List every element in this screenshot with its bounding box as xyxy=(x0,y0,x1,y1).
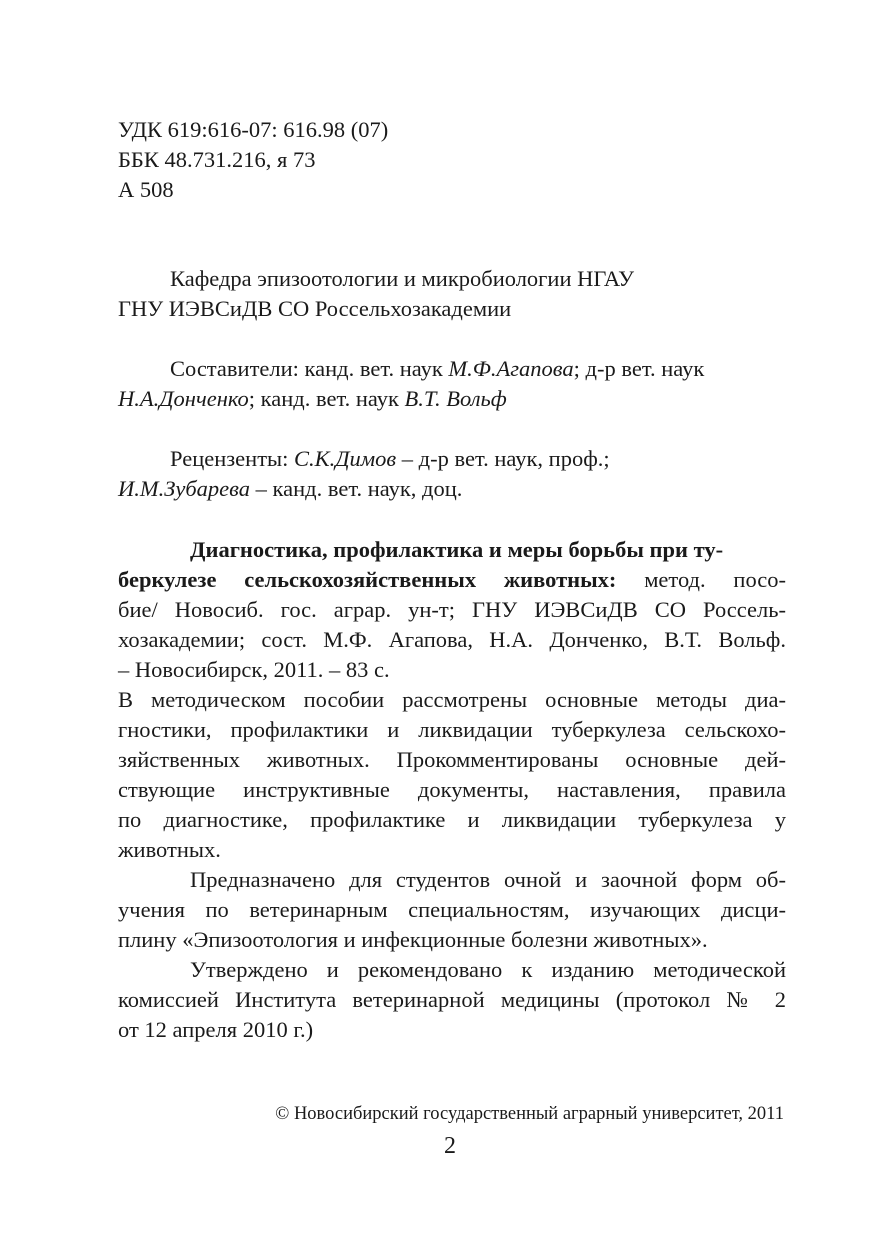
department-line: Кафедра эпизоотологии и микробиологии НГАУ xyxy=(170,266,635,291)
abstract-line: гностики, профилактики и ликвидации туберкулеза сельскохо- xyxy=(118,717,786,742)
page-number: 2 xyxy=(444,1133,456,1159)
bib-line-2 xyxy=(118,565,786,595)
reviewers-block xyxy=(118,444,786,504)
reviewer-title-1: – д-р вет. наук, проф.; xyxy=(396,446,610,471)
abstract-line: животных. xyxy=(118,837,221,862)
compiler-degree-1: канд. вет. наук xyxy=(298,356,449,381)
reviewer-title-2: – канд. вет. наук, доц. xyxy=(250,476,463,501)
bib-title-part-2: беркулезе сельскохозяйственных животных: xyxy=(118,567,617,592)
reviewers-line-1 xyxy=(118,444,786,474)
compiler-name-1: М.Ф.Агапова xyxy=(448,356,574,381)
institute-line: ГНУ ИЭВСиДВ СО Россельхозакадемии xyxy=(118,296,512,321)
bib-title-part-1: Диагностика, профилактика и меры борьбы при ту- xyxy=(190,537,724,562)
udk-code: УДК 619:616-07: 616.98 (07) xyxy=(118,117,389,142)
compiler-name-3: В.Т. Вольф xyxy=(404,386,507,411)
abstract-line: ствующие инструктивные документы, наставления, правила xyxy=(118,777,786,802)
bib-title-line-1 xyxy=(118,535,786,565)
compiler-degree-3: ; канд. вет. наук xyxy=(248,386,405,411)
compilers-label: Составители: xyxy=(170,356,299,381)
reviewer-name-2: И.М.Зубарева xyxy=(118,476,251,501)
author-mark: А 508 xyxy=(118,177,174,202)
reviewers-line-2 xyxy=(118,474,786,504)
purpose-line: учения по ветеринарным специальностям, изучающих дисци- xyxy=(118,897,786,922)
abstract-line: по диагностике, профилактике и ликвидации туберкулеза у xyxy=(118,807,786,832)
institutions-block xyxy=(118,264,786,324)
reviewers-label: Рецензенты: xyxy=(170,446,295,471)
reviewer-name-1: С.К.Димов xyxy=(294,446,397,471)
approval-line: Утверждено и рекомендовано к изданию методической xyxy=(190,957,786,982)
copyright-notice: © Новосибирский государственный аграрный университет, 2011 xyxy=(275,1104,784,1124)
bib-line-5: – Новосибирск, 2011. – 83 с. xyxy=(118,657,390,682)
compilers-line-1 xyxy=(118,354,786,384)
abstract-line: зяйственных животных. Прокомментированы основные дей- xyxy=(118,747,786,772)
bbk-code: ББК 48.731.216, я 73 xyxy=(118,147,316,172)
abstract-line: В методическом пособии рассмотрены основные методы диа- xyxy=(118,687,786,712)
bib-line-3: бие/ Новосиб. гос. аграр. ун-т; ГНУ ИЭВСиДВ СО Россель- xyxy=(118,597,786,622)
purpose-line: плину «Эпизоотология и инфекционные болезни животных». xyxy=(118,927,708,952)
compilers-block xyxy=(118,354,786,414)
approval-line: комиссией Института ветеринарной медицины (протокол № 2 xyxy=(118,987,786,1012)
classification-block xyxy=(118,115,786,205)
approval-line: от 12 апреля 2010 г.) xyxy=(118,1017,314,1042)
bibliographic-description xyxy=(118,535,786,1045)
bib-type: метод. посо- xyxy=(616,567,786,592)
compiler-name-2: Н.А.Донченко xyxy=(118,386,249,411)
compilers-line-2 xyxy=(118,384,786,414)
purpose-line: Предназначено для студентов очной и заочной форм об- xyxy=(190,867,786,892)
compiler-degree-2: ; д-р вет. наук xyxy=(573,356,705,381)
bib-line-4: хозакадемии; сост. М.Ф. Агапова, Н.А. Донченко, В.Т. Вольф. xyxy=(118,627,786,652)
